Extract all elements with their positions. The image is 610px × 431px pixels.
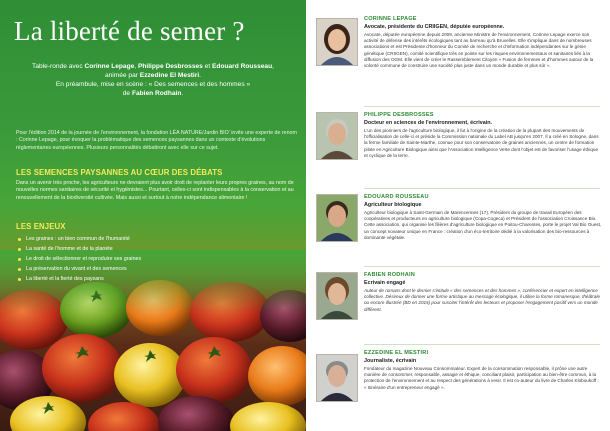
speaker-bio: Agriculteur biologique à Saint-Germain de Marencennes (17), Président du groupe de travail Européen des coopératives et producteurs en agriculture biologique (Copa-Cogeca) et Président de l'association Croissance Bio. Cette association, qui organise les filières d'agriculture biologique en Poitou-Charentes, porte le projet Val Bio Ouest, un concept novateur unique en France : création d'un éco-territoire dédié à la valorisation des bio-ressources à dominante végétale. — [364, 210, 602, 240]
intro-author-prefix: de — [122, 90, 132, 97]
portrait-photo — [316, 112, 358, 160]
speaker-bio: Auteur de romans dont le dernier s'intitule « des semences et des hommes », conférencier et expert en intelligence collective. Désireux de donner une forme artistique au message écologique, il utilise la forme romanesque, théâtrale ou encore illustrée (BD en 2015) pour susciter l'intérêt des lecteurs et proposer l'engagement positif vers un monde différent. — [364, 288, 600, 312]
bullet-icon — [18, 268, 21, 271]
speaker-2: Philippe Desbrosses — [137, 63, 203, 70]
list-item-text: Les graines : un bien commun de l'humanité — [26, 236, 130, 242]
intro-author-suffix: . — [181, 90, 184, 97]
intro-line-4 — [10, 89, 296, 98]
speaker-card-rodhain — [306, 270, 610, 342]
list-item-text: La préservation du vivant et des semences — [26, 266, 127, 272]
list-item-text: La santé de l'homme et de la planète — [26, 246, 113, 252]
speaker-card-lepage — [306, 14, 610, 104]
speaker-role: Agriculteur biologique — [364, 202, 422, 208]
divider — [364, 106, 600, 107]
divider — [364, 188, 600, 189]
list-item — [18, 264, 268, 274]
speaker-bio: Avocate, députée européenne depuis 2009, ancienne Ministre de l'environnement, Corinne Lepage exerce son activité de défense des intérêts écologiques tant au barreau qu'à Bruxelles. Elle s'implique dans de nombreuses associations et est Présidente d'honneur du Comité de recherche et d'information indépendantes sur le génie génétique (CRIIGEN), comité scientifique très en pointe sur les risques environnementaux et sanitaires liés à la diffusion des OGM. Elle vient de créer le Rassemblement Citoyen « Fusion de femmes et d'hommes autour de la volonté commune de construire une société plus juste dans un monde durable et plus sûr ». — [364, 32, 594, 69]
divider — [364, 266, 600, 267]
bullet-icon — [18, 248, 21, 251]
intro-line-2 — [10, 71, 296, 80]
portrait-photo — [316, 272, 358, 320]
intro-sep-3: , — [272, 63, 274, 70]
speaker-name: FABIEN RODHAIN — [364, 272, 415, 278]
speaker-role: Journaliste, écrivain — [364, 358, 417, 364]
moderator: Ezzedine El Mestiri — [139, 72, 200, 79]
intro-moderator-prefix: animée par — [104, 72, 140, 79]
list-item-text: Le droit de sélectionner et reproduire ses graines — [26, 256, 142, 262]
speaker-bio: Fondateur du magazine Nouveau Consommateur. Expert de la consommation responsable, il prône une autre manière de consommer, responsable, assagie et éthique, conciliant plaisir, participation au bien-être commun, à la protection de l'environnement et au respect des générations à venir. Il est co-auteur du livre de Charles Kloboukoff : « Itinéraire d'un entrepreneur engagé ». — [364, 366, 599, 390]
right-panel — [306, 0, 610, 431]
intro-moderator-suffix: . — [199, 72, 202, 79]
list-item-text: La liberté et la fierté des paysans — [26, 276, 104, 282]
author: Fabien Rodhain — [131, 90, 182, 97]
portrait-photo — [316, 194, 358, 242]
intro-sep-2: et — [202, 63, 213, 70]
intro-line-3: En préambule, mise en scène : « Des semences et des hommes » — [55, 81, 251, 88]
portrait-photo — [316, 18, 358, 66]
speaker-role: Avocate, présidente du CRIIGEN, députée européenne. — [364, 24, 505, 30]
section-heading-enjeux: LES ENJEUX — [16, 222, 66, 231]
speaker-name: EDOUARD ROUSSEAU — [364, 194, 429, 200]
list-item — [18, 254, 268, 264]
list-item — [18, 234, 268, 244]
divider — [364, 344, 600, 345]
intro-block — [10, 62, 296, 98]
speaker-name: EZZEDINE EL MESTIRI — [364, 350, 429, 356]
enjeux-list — [18, 234, 268, 284]
list-item — [18, 244, 268, 254]
speaker-card-el-mestiri — [306, 348, 610, 424]
intro-prefix: Table-ronde avec — [32, 63, 85, 70]
speaker-role: Ecrivain engagé — [364, 280, 406, 286]
page-title: La liberté de semer ? — [14, 16, 245, 46]
speaker-name: PHILIPPE DESBROSSES — [364, 112, 434, 118]
speaker-card-desbrosses — [306, 110, 610, 186]
speaker-card-rousseau — [306, 192, 610, 264]
list-item — [18, 274, 268, 284]
speaker-bio: L'un des pionniers de l'agriculture biologique, il fut à l'origine de la création de la plupart des mouvements de l'officialisation de celle-ci et préside la Commission nationale du Label AB jusqu'en 2007. Il a créé en Sologne, dans la ferme familiale de Sainte-Marthe, connue pour son conservatoire de graines anciennes, un centre de formation pilote en Agriculture Biologique ainsi que l'Association Intelligence Verte dont l'objet est de favoriser l'usage éthique et cyclique de la terre. — [364, 128, 599, 158]
section-heading-semences: LES SEMENCES PAYSANNES AU CŒUR DES DÉBATS — [16, 168, 223, 177]
bullet-icon — [18, 258, 21, 261]
speaker-name: CORINNE LEPAGE — [364, 16, 417, 22]
bullet-icon — [18, 238, 21, 241]
intro-sep-1: , — [134, 63, 138, 70]
speaker-role: Docteur en sciences de l'environnement, écrivain. — [364, 120, 493, 126]
event-paragraph: Pour l'édition 2014 de la journée de l'environnement, la fondation LÉA NATURE/Jardin BIO' invite une experte de renom : Corinne Lepage, pour évoquer la problématique des semences paysannes dans un contexte d'évolutions réglementaires européennes. Plusieurs personnalités débattront avec elle sur ce sujet. — [16, 130, 297, 151]
bullet-icon — [18, 278, 21, 281]
intro-line-1 — [10, 62, 296, 71]
portrait-photo — [316, 354, 358, 402]
speaker-3: Edouard Rousseau — [212, 63, 273, 70]
speaker-1: Corinne Lepage — [84, 63, 135, 70]
section-text-semences: Dans un avenir très proche, les agriculteurs ne devraient plus avoir droit de replanter leurs propres graines, au nom de nouvelles normes sanitaires de sécurité et hygiénistes... Pourtant, celles-ci sont indispensables à la conservation et au renouvellement de la biodiversité cultivée. Mais aussi et surtout à notre indépendance alimentaire ! — [16, 180, 294, 201]
